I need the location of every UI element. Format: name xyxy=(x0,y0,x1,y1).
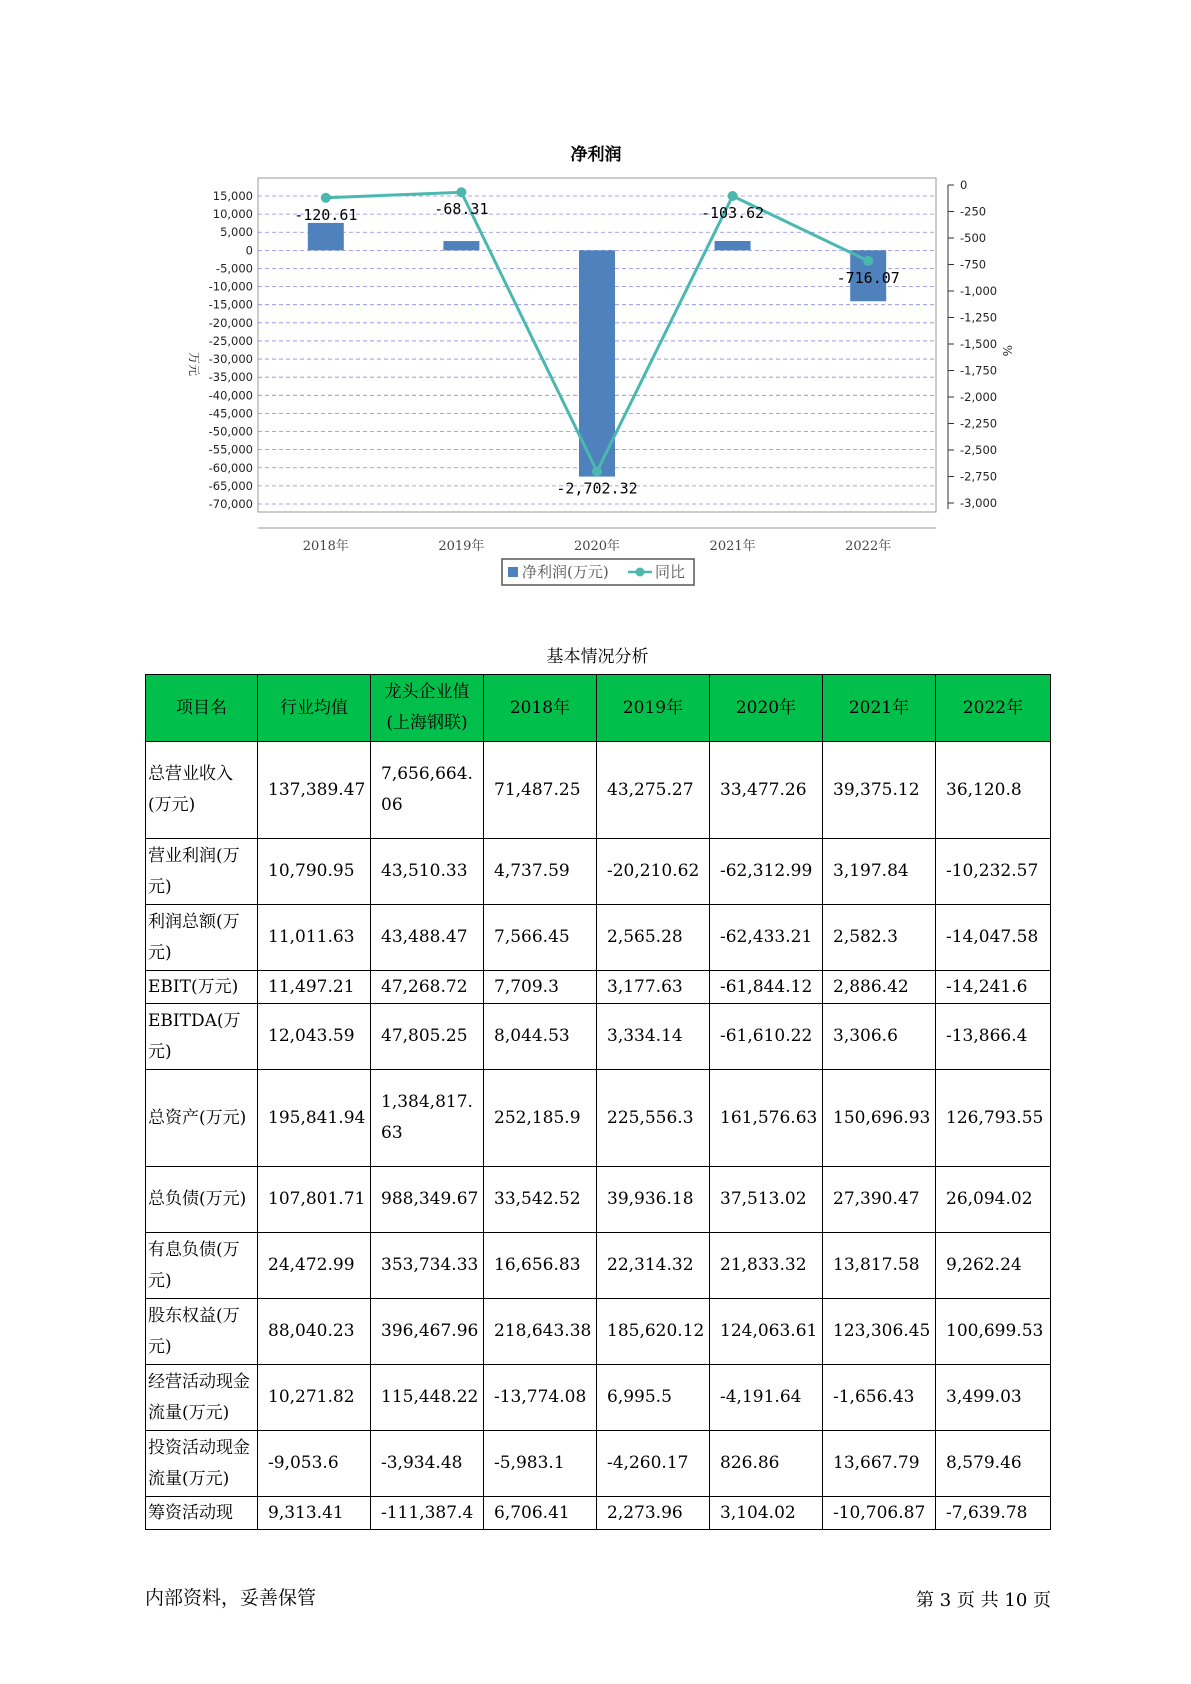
row-label: EBITDA(万元) xyxy=(146,1004,258,1070)
yoy-data-label: -103.62 xyxy=(700,203,765,222)
x-axis-label: 2022年 xyxy=(845,539,892,554)
right-tick-label: -2,000 xyxy=(960,390,998,404)
table-cell: -4,191.64 xyxy=(710,1365,823,1431)
table-cell: 137,389.47 xyxy=(258,742,371,839)
row-label: 筹资活动现 xyxy=(146,1497,258,1530)
table-cell: 43,510.33 xyxy=(371,839,484,905)
bar-series xyxy=(308,223,886,477)
table-cell: 6,995.5 xyxy=(597,1365,710,1431)
x-axis-label: 2019年 xyxy=(438,539,485,554)
table-cell: -62,433.21 xyxy=(710,905,823,971)
table-cell: 11,011.63 xyxy=(258,905,371,971)
left-tick-label: 5,000 xyxy=(220,225,253,240)
table-cell: -13,774.08 xyxy=(484,1365,597,1431)
row-label: 总营业收入(万元) xyxy=(146,742,258,839)
table-row xyxy=(146,971,1051,1004)
header-industry-avg: 行业均值 xyxy=(258,675,371,742)
yoy-point-2018年 xyxy=(321,193,331,203)
table-cell: 37,513.02 xyxy=(710,1167,823,1233)
table-cell: 396,467.96 xyxy=(371,1299,484,1365)
table-cell: -14,047.58 xyxy=(936,905,1051,971)
table-cell: 8,044.53 xyxy=(484,1004,597,1070)
table-cell: -3,934.48 xyxy=(371,1431,484,1497)
header-leader: 龙头企业值(上海钢联) xyxy=(371,675,484,742)
yoy-data-label: -68.31 xyxy=(434,200,489,219)
right-tick-label: -1,750 xyxy=(960,363,998,378)
left-tick-label: -55,000 xyxy=(208,442,253,457)
yoy-data-label: -2,702.32 xyxy=(556,479,638,498)
header-2022: 2022年 xyxy=(936,675,1051,742)
table-cell: 39,936.18 xyxy=(597,1167,710,1233)
yoy-point-2019年 xyxy=(456,187,466,197)
right-tick-label: 0 xyxy=(960,178,968,192)
bar-2019年 xyxy=(443,241,479,250)
table-cell: 88,040.23 xyxy=(258,1299,371,1365)
table-cell: -20,210.62 xyxy=(597,839,710,905)
bar-2018年 xyxy=(308,223,344,250)
table-cell: 225,556.3 xyxy=(597,1070,710,1167)
left-tick-label: 15,000 xyxy=(212,189,253,203)
row-label: 股东权益(万元) xyxy=(146,1299,258,1365)
row-label: 营业利润(万元) xyxy=(146,839,258,905)
table-cell: 36,120.8 xyxy=(936,742,1051,839)
table-cell: -4,260.17 xyxy=(597,1431,710,1497)
table-cell: 2,582.3 xyxy=(823,905,936,971)
table-cell: 11,497.21 xyxy=(258,971,371,1004)
table-cell: 195,841.94 xyxy=(258,1070,371,1167)
left-tick-label: -50,000 xyxy=(208,424,253,439)
table-row xyxy=(146,742,1051,839)
table-cell: 33,477.26 xyxy=(710,742,823,839)
table-cell: 47,268.72 xyxy=(371,971,484,1004)
legend-bar-swatch xyxy=(508,567,518,577)
yoy-point-2022年 xyxy=(863,256,873,266)
legend xyxy=(502,559,694,585)
row-label: 总负债(万元) xyxy=(146,1167,258,1233)
table-cell: 100,699.53 xyxy=(936,1299,1051,1365)
table-cell: 7,566.45 xyxy=(484,905,597,971)
left-tick-label: -20,000 xyxy=(208,315,253,330)
left-tick-label: -35,000 xyxy=(208,370,253,385)
table-cell: 252,185.9 xyxy=(484,1070,597,1167)
legend-line-marker xyxy=(636,568,645,577)
table-cell: -7,639.78 xyxy=(936,1497,1051,1530)
table-cell: 71,487.25 xyxy=(484,742,597,839)
table-caption: 基本情况分析 xyxy=(546,647,649,667)
table-cell: 13,817.58 xyxy=(823,1233,936,1299)
right-tick-label: -3,000 xyxy=(960,496,998,510)
row-label: 经营活动现金流量(万元) xyxy=(146,1365,258,1431)
table-row xyxy=(146,1299,1051,1365)
table-cell: 2,273.96 xyxy=(597,1497,710,1530)
table-cell: 2,886.42 xyxy=(823,971,936,1004)
table-row xyxy=(146,1497,1051,1530)
right-tick-label: -2,750 xyxy=(960,469,998,484)
table-cell: 185,620.12 xyxy=(597,1299,710,1365)
table-cell: -13,866.4 xyxy=(936,1004,1051,1070)
table-cell: 1,384,817.63 xyxy=(371,1070,484,1167)
table-cell: 107,801.71 xyxy=(258,1167,371,1233)
table-cell: -10,706.87 xyxy=(823,1497,936,1530)
right-axis-unit: % xyxy=(1000,345,1014,357)
table-cell: 6,706.41 xyxy=(484,1497,597,1530)
table-cell: 13,667.79 xyxy=(823,1431,936,1497)
table-cell: 2,565.28 xyxy=(597,905,710,971)
table-cell: 826.86 xyxy=(710,1431,823,1497)
table-cell: 33,542.52 xyxy=(484,1167,597,1233)
right-tick-label: -1,000 xyxy=(960,284,998,298)
left-tick-label: -60,000 xyxy=(208,460,253,475)
header-2021: 2021年 xyxy=(823,675,936,742)
x-axis-label: 2021年 xyxy=(709,539,756,554)
table-cell: 3,197.84 xyxy=(823,839,936,905)
table-cell: -5,983.1 xyxy=(484,1431,597,1497)
table-row xyxy=(146,839,1051,905)
table-cell: -14,241.6 xyxy=(936,971,1051,1004)
bar-2021年 xyxy=(715,241,751,250)
table-cell: 10,271.82 xyxy=(258,1365,371,1431)
table-cell: -1,656.43 xyxy=(823,1365,936,1431)
right-tick-label: -1,250 xyxy=(960,310,998,325)
left-tick-label: -65,000 xyxy=(208,478,253,493)
net-profit-chart xyxy=(0,0,1191,600)
table-cell: 10,790.95 xyxy=(258,839,371,905)
left-tick-label: -10,000 xyxy=(208,279,253,294)
table-cell: 3,104.02 xyxy=(710,1497,823,1530)
table-cell: 123,306.45 xyxy=(823,1299,936,1365)
row-label: 有息负债(万元) xyxy=(146,1233,258,1299)
left-tick-label: 0 xyxy=(245,243,253,258)
table-cell: 124,063.61 xyxy=(710,1299,823,1365)
table-cell: -10,232.57 xyxy=(936,839,1051,905)
table-cell: 126,793.55 xyxy=(936,1070,1051,1167)
table-cell: 12,043.59 xyxy=(258,1004,371,1070)
left-tick-label: 10,000 xyxy=(212,207,253,222)
table-cell: 24,472.99 xyxy=(258,1233,371,1299)
table-row xyxy=(146,1004,1051,1070)
yoy-data-label: -120.61 xyxy=(294,205,358,224)
yoy-data-label: -716.07 xyxy=(836,268,900,287)
left-tick-label: -5,000 xyxy=(215,261,253,276)
table-cell: -61,610.22 xyxy=(710,1004,823,1070)
table-cell: 43,275.27 xyxy=(597,742,710,839)
table-row xyxy=(146,1365,1051,1431)
table-cell: -111,387.4 xyxy=(371,1497,484,1530)
table-cell: 26,094.02 xyxy=(936,1167,1051,1233)
row-label: 投资活动现金流量(万元) xyxy=(146,1431,258,1497)
footer-page-number: 第 3 页 共 10 页 xyxy=(916,1590,1051,1611)
table-cell: -9,053.6 xyxy=(258,1431,371,1497)
table-cell: 39,375.12 xyxy=(823,742,936,839)
table-cell: 43,488.47 xyxy=(371,905,484,971)
header-2020: 2020年 xyxy=(710,675,823,742)
legend-bar-label: 净利润(万元) xyxy=(522,563,609,581)
table-cell: 22,314.32 xyxy=(597,1233,710,1299)
table-cell: 7,656,664.06 xyxy=(371,742,484,839)
table-cell: 3,499.03 xyxy=(936,1365,1051,1431)
table-cell: 161,576.63 xyxy=(710,1070,823,1167)
right-tick-label: -1,500 xyxy=(960,337,998,351)
left-axis-unit: 万元 xyxy=(187,352,201,377)
left-axis-ticks xyxy=(209,189,253,511)
basic-analysis-table xyxy=(145,674,1051,1530)
chart-title: 净利润 xyxy=(570,145,622,165)
right-tick-label: -2,500 xyxy=(960,443,998,457)
yoy-point-2021年 xyxy=(728,191,738,201)
x-axis-labels xyxy=(303,538,891,554)
table-cell: 16,656.83 xyxy=(484,1233,597,1299)
left-tick-label: -15,000 xyxy=(208,297,253,312)
table-cell: -61,844.12 xyxy=(710,971,823,1004)
row-label: EBIT(万元) xyxy=(146,971,258,1004)
table-row xyxy=(146,1167,1051,1233)
x-axis-label: 2020年 xyxy=(573,539,621,554)
yoy-point-2020年 xyxy=(592,466,602,476)
row-label: 总资产(万元) xyxy=(146,1070,258,1167)
header-item: 项目名 xyxy=(146,675,258,742)
left-tick-label: -40,000 xyxy=(208,388,253,403)
table-cell: 115,448.22 xyxy=(371,1365,484,1431)
header-2018: 2018年 xyxy=(484,675,597,742)
table-header-row xyxy=(146,675,1051,742)
table-cell: -62,312.99 xyxy=(710,839,823,905)
table-cell: 9,313.41 xyxy=(258,1497,371,1530)
right-tick-label: -250 xyxy=(960,204,987,219)
right-tick-label: -2,250 xyxy=(960,416,998,431)
row-label: 利润总额(万元) xyxy=(146,905,258,971)
table-cell: 3,334.14 xyxy=(597,1004,710,1070)
table-cell: 150,696.93 xyxy=(823,1070,936,1167)
table-cell: 988,349.67 xyxy=(371,1167,484,1233)
table-row xyxy=(146,905,1051,971)
table-row xyxy=(146,1431,1051,1497)
table-row xyxy=(146,1070,1051,1167)
right-tick-label: -500 xyxy=(960,231,987,245)
table-cell: 47,805.25 xyxy=(371,1004,484,1070)
left-tick-label: -45,000 xyxy=(208,406,253,421)
table-cell: 3,177.63 xyxy=(597,971,710,1004)
table-cell: 7,709.3 xyxy=(484,971,597,1004)
table-cell: 21,833.32 xyxy=(710,1233,823,1299)
table-cell: 218,643.38 xyxy=(484,1299,597,1365)
table-cell: 353,734.33 xyxy=(371,1233,484,1299)
table-cell: 9,262.24 xyxy=(936,1233,1051,1299)
left-tick-label: -25,000 xyxy=(208,333,253,348)
header-2019: 2019年 xyxy=(597,675,710,742)
table-row xyxy=(146,1233,1051,1299)
x-axis-label: 2018年 xyxy=(302,539,349,554)
right-axis-ticks xyxy=(948,178,997,510)
left-tick-label: -30,000 xyxy=(208,352,253,367)
legend-line-label: 同比 xyxy=(655,563,686,581)
right-tick-label: -750 xyxy=(960,257,987,272)
table-cell: 4,737.59 xyxy=(484,839,597,905)
table-cell: 3,306.6 xyxy=(823,1004,936,1070)
table-cell: 27,390.47 xyxy=(823,1167,936,1233)
left-tick-label: -70,000 xyxy=(208,497,253,511)
footer-confidential-note: 内部资料，妥善保管 xyxy=(145,1587,317,1609)
table-cell: 8,579.46 xyxy=(936,1431,1051,1497)
